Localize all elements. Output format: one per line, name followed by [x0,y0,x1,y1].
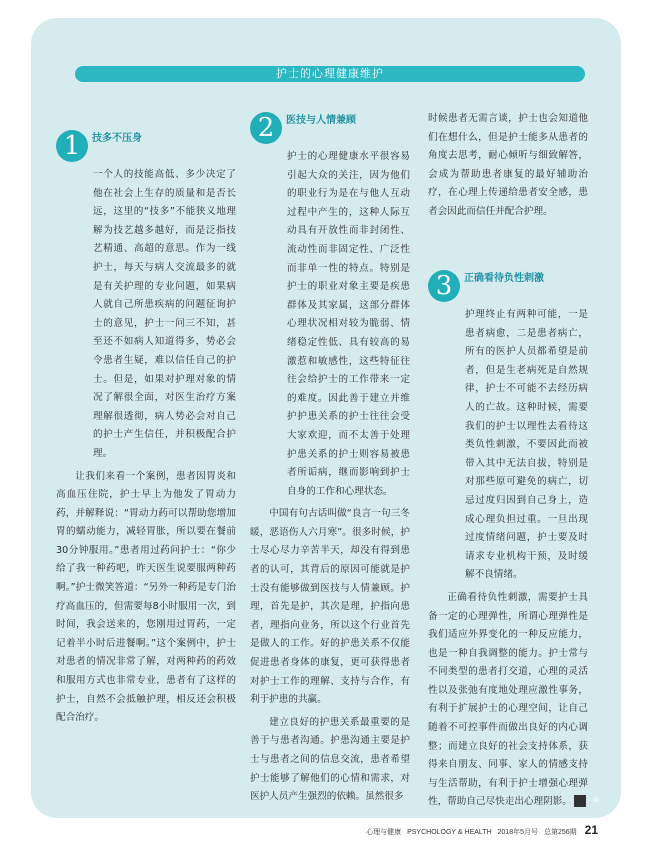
section-heading: 正确看待负性刺激 [464,273,544,284]
paragraph: 建立良好的护患关系最重要的是善于与患者沟通。护患沟通主要是护士与患者之间的信息交流，患者希望护士能够了解他们的心情和需求，对医护人员产生强烈的依赖。虽然很多 [250,716,410,803]
continued-text-space [428,110,588,270]
section-3-header [428,270,588,307]
column-2 [250,112,410,807]
magazine-english-name: PSYCHOLOGY & HEALTH [407,829,492,836]
paragraph: 中国有句古话叫做“良言一句三冬暖，恶语伤人六月寒”。很多时候，护士尽心尽力辛苦半天，却没有得到患者的认可，其背后的原因可能就是护士没有能够做到医技与人情兼顾。护理，首先是护，其次是理，护指向患者，理指向业务，所以这个行业首先是做人的工作。好的护患关系不仅能促进患者身体的康复，更可获得患者对护士工作的理解、支持与合作，有利于护患的共赢。 [250,508,410,706]
section-heading: 医技与人情兼顾 [286,115,356,126]
issue-total: 总第256期 [544,829,577,836]
paragraph: 护士的心理健康水平很容易引起大众的关注，因为他们的职业行为是在与他人互动过程中产生的，这种人际互动具有开放性而非封闭性、流动性而非固定性、广泛性而非单一性的特点。特别是护士的职业对象主要是疾患群体及其家属，这部分群体心理状况相对较为脆弱、情绪稳定性低、具有较高的易激惹和敏感性，这些特征往往会给护士的工作带来一定的难度。因此善于建立并维护护患关系的护士往往会受大家欢迎，而不太善于处理护患关系的护士则容易被患者所诟病，继而影响到护士自身的工作和心理状态。 [287,151,410,497]
paragraph-continued: 时候患者无需言谈，护士也会知道他们在想什么，但是护士能多从患者的角度去思考，耐心倾听与细致解答，会成为帮助患者康复的最好辅助治疗，在心理上传递给患者安全感，患者会因此而信任并配合护理。 [428,113,588,217]
section-number-badge: 2 [250,112,282,144]
paragraph: 一个人的技能高低、多少决定了他在社会上生存的质量和是否长远，这里的“技多”不能狭义地理解为技艺越多越好，而是泛指技艺精通、高超的意思。作为一线护士，每天与病人交流最多的就是有关护理的专业问题，如果病人就自己所患疾病的问题征询护士的意见，护士一问三不知，甚至还不如病人知道得多，势必会令患者生疑，难以信任自己的护士。但是，如果对护理对象的情况了解很全面，对医生治疗方案理解很透彻，病人势必会对自己的护士产生信任，并积极配合护理。 [93,169,236,459]
paragraph [428,589,600,812]
page-footer [362,823,598,837]
paragraph: 让我们来看一个案例，患者因胃炎和高血压住院，护士早上为他发了胃动力药，并解释说：“胃动力药可以帮助您增加胃的蠕动能力，减轻胃胀，所以要在餐前30分钟服用。”患者用过药问护士：“你少给了我一种药吧，昨天医生说要服两种药啊。”护士微笑答道：“另外一种药是专门治疗高血压的，但需要每8小时服用一次，到时间，我会送来的，您刚用过胃药，一定记着半小时后进餐啊。”这个案例中，护士对患者的情况非常了解，对两种药的药效和服用方式也非常专业，患者有了这样的护士，自然不会抵触护理，相反还会积极配合治疗。 [56,470,236,724]
section-number-badge: 1 [56,130,88,162]
magazine-name: 心理与健康 [366,829,402,836]
section-number-badge: 3 [428,270,460,302]
section-2-header [250,112,410,149]
editor-seal: 编 [574,795,586,807]
page-number: 21 [584,823,598,837]
article-title: 护士的心理健康维护 [75,66,585,82]
paragraph-text: 正确看待负性刺激，需要护士具备一定的心理弹性，所谓心理弹性是我们适应外界变化的一种反应能力，也是一种自我调整的能力。护士常与不同类型的患者打交道，心理的灵活性以及张弛有度地处理应激性事务，有利于扩展护士的心理空间，让自己随着不可控事件而做出良好的内心调整；而建立良好的社会支持体系，获得来自朋友、同事、家人的情感支持与生活帮助，有利于护士增强心理弹性，帮助自己尽快走出心理阴影。 [428,591,588,808]
section-heading: 技多不压身 [92,133,142,144]
paragraph: 护理终止有两种可能，一是患者病愈，二是患者病亡，所有的医护人员都希望是前者，但是生老病死是自然规律，护士不可能不去经历病人的亡故。这种时候，需要我们的护士以理性去看待这类负性刺激，不要因此而被带入其中无法自拔，特别是对那些原可避免的病亡，切忌过度归因到自己身上，造成心理负担过重。一旦出现过度情绪问题，护士要及时请求专业机构干预，及时缓解不良情绪。 [465,309,588,581]
column-1 [56,130,236,728]
section-1-header [56,130,236,167]
column-3 [428,110,600,812]
issue-date: 2018年5月号 [497,829,539,836]
